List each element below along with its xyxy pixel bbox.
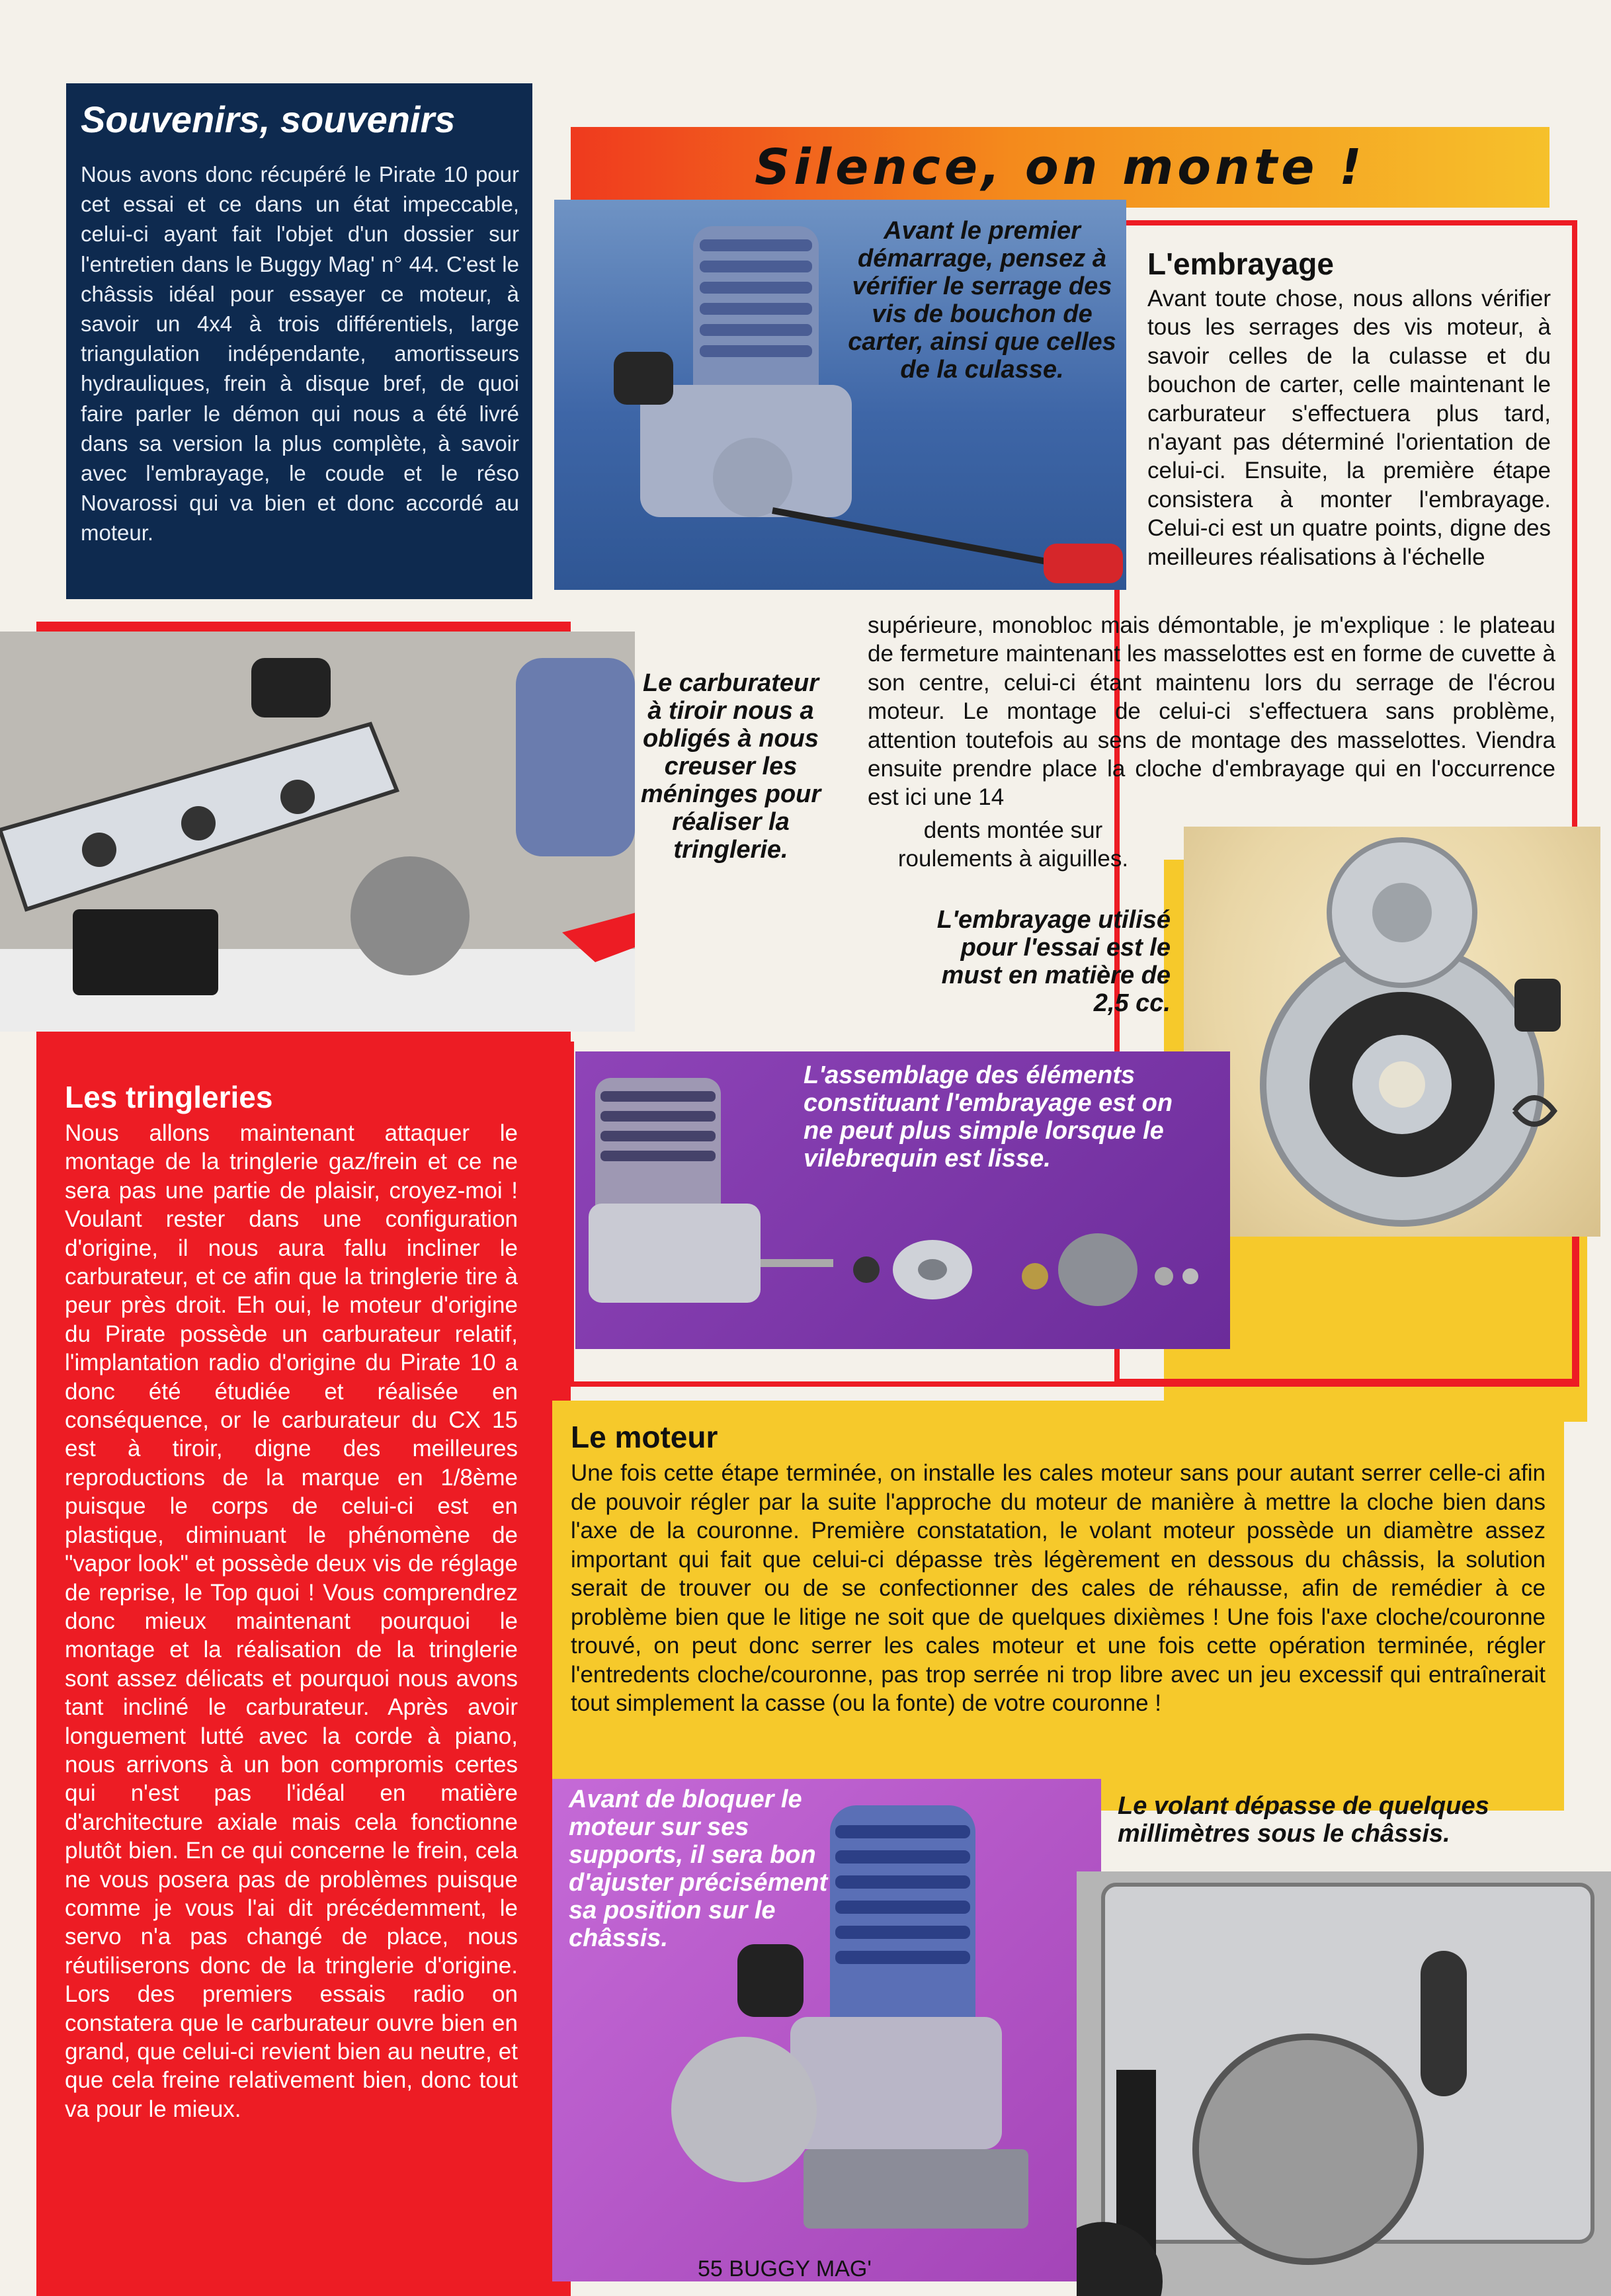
caption-assembly: L'assemblage des éléments constituant l'embrayage est on ne peut plus simple lorsque le vilebrequin est lisse. [804, 1061, 1173, 1172]
souvenirs-text: Nous avons donc récupéré le Pirate 10 pour cet essai et ce dans un état impeccable, celui-ci ayant fait l'objet d'un dossier sur l'entretien dans le Buggy Mag' n° 44. C'est le châssis idéal pour essayer ce moteur, à savoir un 4x4 à trois différentiels, large triangulation indépendante, amortisseurs hydrauliques, frein à disque bref, de quoi faire parler le démon qui nous a été livré dans sa version la plus complète, à savoir avec l'embrayage, le coude et le réso Novarossi qui va bien et donc accordé au moteur. [81, 162, 519, 546]
embrayage-heading: L'embrayage [1147, 247, 1334, 281]
caption-engine-mount: Avant de bloquer le moteur sur ses supports, il sera bon d'ajuster précisément sa position sur le châssis. [569, 1785, 828, 1952]
moteur-section [552, 1401, 1564, 1811]
clutch-illustration [1184, 827, 1600, 1237]
page-footer: 55 BUGGY MAG' [698, 2256, 872, 2281]
caption-carburetor: Le carburateur à tiroir nous a obligés à nous creuser les méninges pour réaliser la tringlerie. [640, 669, 821, 864]
tringleries-heading: Les tringleries [65, 1080, 273, 1114]
tringleries-text: Nous allons maintenant attaquer le montage de la tringlerie gaz/frein et ce ne sera pas une partie de plaisir, croyez-moi ! Voulant rester dans une configuration d'origine, il nous aura fallu incliner le carburateur, et ce afin que la tringlerie tire à peur près droit. Eh oui, le moteur d'origine du Pirate possède un carburateur relatif, l'implantation radio d'origine du Pirate 10 a donc été étudiée et réalisée en conséquence, or le carburateur du CX 15 est à tiroir, digne des meilleures reproductions de la marque en 1/8ème puisque le corps de celui-ci est en plastique, diminuant le phénomène de "vapor look" et possède deux vis de réglage de reprise, le Top quoi ! Vous comprendrez donc mieux maintenant pourquoi le montage et la réalisation de la tringlerie sont assez délicats et pourquoi nous avons tant incliné le carburateur. Après avoir longuement lutté avec la corde à piano, nous arrivons à un bon compromis certes qui n'est pas l'idéal en matière d'architecture axiale mais cela fonctionne plutôt bien. En ce qui concerne le frein, cela ne vous posera pas de problèmes puisque comme je vous l'ai dit précédemment, le servo n'a pas changé de place, nous réutiliserons donc de la tringlerie d'origine. Lors des premiers essais radio on constatera que le carburateur ouvre bien en grand, que celui-ci revient bien au neutre, et que cela freine relativement bien, donc tout va pour le mieux. [65, 1120, 518, 2122]
chassis-bottom-photo [1077, 1871, 1611, 2296]
souvenirs-title: Souvenirs, souvenirs [81, 99, 456, 140]
souvenirs-sidebar [66, 83, 532, 599]
article-title-banner [571, 127, 1549, 208]
chassis-photo [0, 632, 635, 1032]
chassis-bottom-illustration [1077, 1871, 1611, 2296]
moteur-text: Une fois cette étape terminée, on installe les cales moteur sans pour autant serrer celle-ci afin de pouvoir régler par la suite l'approche du moteur de manière à mettre la cloche bien dans l'axe de la couronne. Première constatation, le volant moteur possède un diamètre assez important qui fait que celui-ci dépasse très légèrement en dessous du châssis, la solution serait de trouver ou de se confectionner des cales de réhausse, afin de remédier à ce problème bien que le litige ne soit que de quelques dixièmes ! Une fois l'axe cloche/couronne trouvé, on peut donc serrer les cales moteur et une fois cette opération terminée, régler l'entredents cloche/couronne, pas trop serrée ni trop libre avec un jeu excessif qui entraînerait tout simplement la casse (ou la fonte) de votre couronne ! [571, 1460, 1546, 1716]
embrayage-text-b: supérieure, monobloc mais démontable, je m'explique : le plateau de fermeture maintenant les masselottes est en forme de cuvette à son centre, celui-ci étant maintenu lors du serrage de l'écrou moteur. Le montage de celui-ci s'effectuera sans problème, attention toutefois au sens de montage des masselottes. Viendra ensuite prendre place la cloche d'embrayage qui en l'occurrence est ici une 14 [868, 612, 1555, 811]
moteur-heading: Le moteur [571, 1420, 718, 1454]
caption-flywheel: Le volant dépasse de quelques millimètres sous le châssis. [1118, 1792, 1489, 1848]
caption-engine-check: Avant le premier démarrage, pensez à vérifier le serrage des vis de bouchon de carter, ainsi que celles de la culasse. [848, 217, 1116, 384]
embrayage-text-a: Avant toute chose, nous allons vérifier tous les serrages des vis moteur, à savoir celles de la culasse et du bouchon de carter, celle maintenant le carburateur s'effectuera plus tard, n'ayant pas déterminé l'orientation de celui-ci. Ensuite, la première étape consistera à monter l'embrayage. Celui-ci est un quatre points, digne des meilleures réalisations à l'échelle [1147, 286, 1551, 570]
chassis-illustration [0, 632, 635, 1032]
caption-clutch-used: L'embrayage utilisé pour l'essai est le must en matière de 2,5 cc. [936, 906, 1171, 1017]
article-title: Silence, on monte ! [755, 139, 1366, 196]
embrayage-text-c: dents montée sur roulements à aiguilles. [897, 817, 1129, 872]
clutch-photo [1184, 827, 1600, 1237]
